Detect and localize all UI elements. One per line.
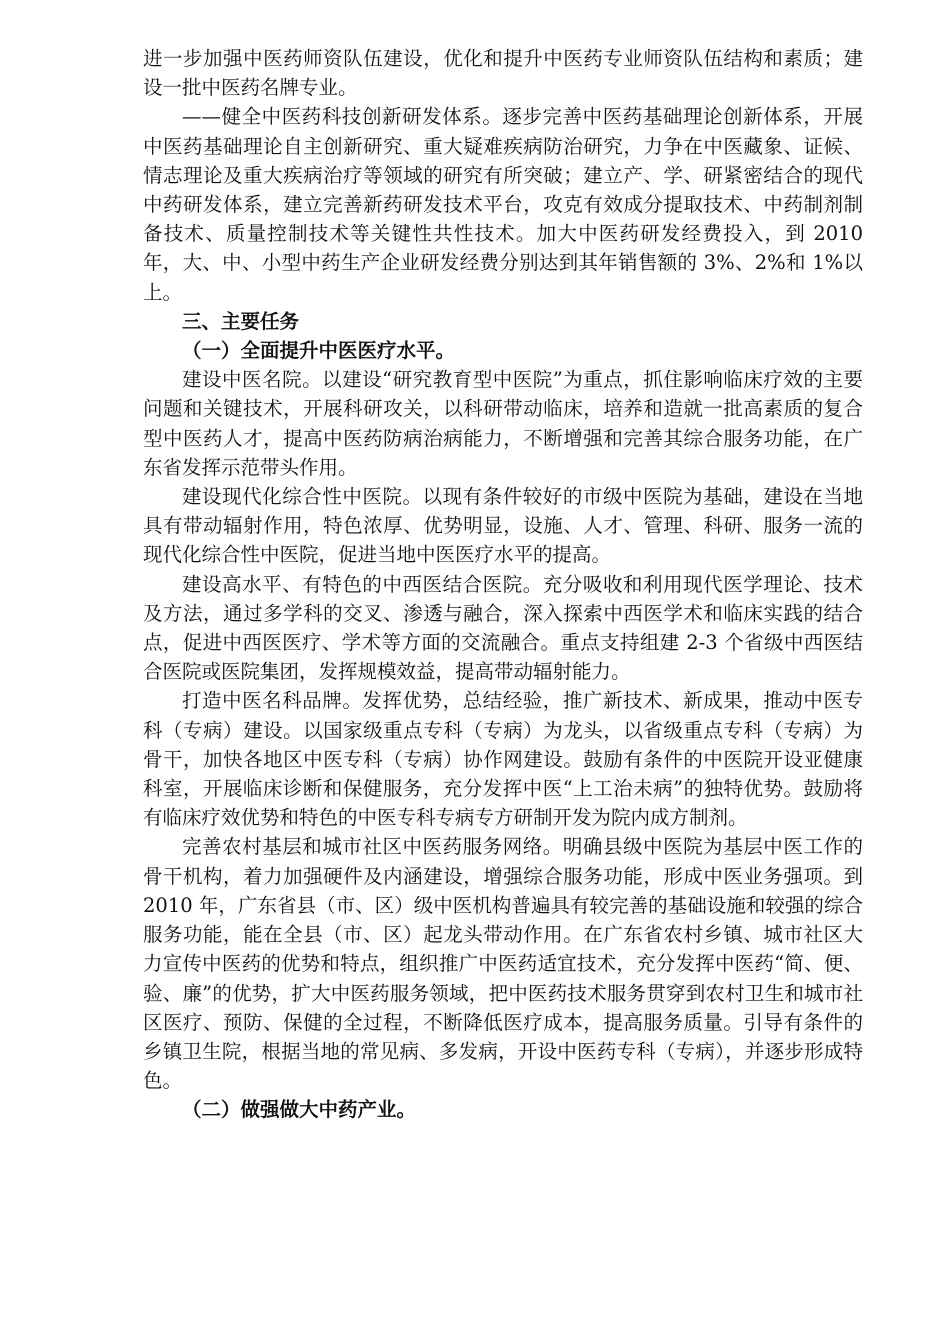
paragraph-research-system: ——健全中医药科技创新研发体系。逐步完善中医药基础理论创新体系，开展中医药基础理论自主创新研究、重大疑难疾病防治研究，力争在中医藏象、证候、情志理论及重大疾病治疗等领域的研究有所突破；建立产、学、研紧密结合的现代中药研发体系，建立完善新药研发技术平台，攻克有效成分提取技术、中药制剂制备技术、质量控制技术等关键性共性技术。加大中医药研发经费投入，到 2010 年，大、中、小型中药生产企业研发经费分别达到其年销售额的 3%、2%和 1%以上。 [143,105,863,304]
paragraph-faculty-building: 进一步加强中医药师资队伍建设，优化和提升中医药专业师资队伍结构和素质；建设一批中医药名牌专业。 [143,47,863,100]
paragraph-rural-community-network: 完善农村基层和城市社区中医药服务网络。明确县级中医院为基层中医工作的骨干机构，着力加强硬件及内涵建设，增强综合服务功能，形成中医业务强项。到 2010 年，广东省县（市、区）级中医机构普遍具有较完善的基础设施和较强的综合服务功能，能在全县（市、区）起龙头带动作用。在广东省农村乡镇、城市社区大力宣传中医药的优势和特点，组织推广中医药适宜技术，充分发挥中医药“简、便、验、廉”的优势，扩大中医药服务领域，把中医药技术服务贯穿到农村卫生和城市社区医疗、预防、保健的全过程，不断降低医疗成本，提高服务质量。引导有条件的乡镇卫生院，根据当地的常见病、多发病，开设中医药专科（专病），并逐步形成特色。 [143,835,863,1093]
paragraph-famous-hospitals: 建设中医名院。以建设“研究教育型中医院”为重点，抓住影响临床疗效的主要问题和关键技术，开展科研攻关，以科研带动临床，培养和造就一批高素质的复合型中医药人才，提高中医药防病治病能力，不断增强和完善其综合服务功能，在广东省发挥示范带头作用。 [143,368,863,479]
subsection-heading-medical-level: （一）全面提升中医医疗水平。 [182,339,456,363]
paragraph-famous-departments: 打造中医名科品牌。发挥优势，总结经验，推广新技术、新成果，推动中医专科（专病）建设。以国家级重点专科（专病）为龙头，以省级重点专科（专病）为骨干，加快各地区中医专科（专病）协作网建设。鼓励有条件的中医院开设亚健康科室，开展临床诊断和保健服务，充分发挥中医“上工治未病”的独特优势。鼓励将有临床疗效优势和特色的中医专科专病专方研制开发为院内成方制剂。 [143,689,863,830]
paragraph-integrated-hospitals: 建设高水平、有特色的中西医结合医院。充分吸收和利用现代医学理论、技术及方法，通过多学科的交叉、渗透与融合，深入探索中西医学术和临床实践的结合点，促进中西医医疗、学术等方面的交流融合。重点支持组建 2-3 个省级中西医结合医院或医院集团，发挥规模效益，提高带动辐射能力。 [143,572,863,684]
subsection-heading-tcm-industry: （二）做强做大中药产业。 [182,1098,417,1122]
section-heading-main-tasks: 三、主要任务 [182,309,300,333]
document-page [143,44,863,1125]
paragraph-modern-hospitals: 建设现代化综合性中医院。以现有条件较好的市级中医院为基础，建设在当地具有带动辐射作用，特色浓厚、优势明显，设施、人才、管理、科研、服务一流的现代化综合性中医院，促进当地中医医疗水平的提高。 [143,485,863,567]
